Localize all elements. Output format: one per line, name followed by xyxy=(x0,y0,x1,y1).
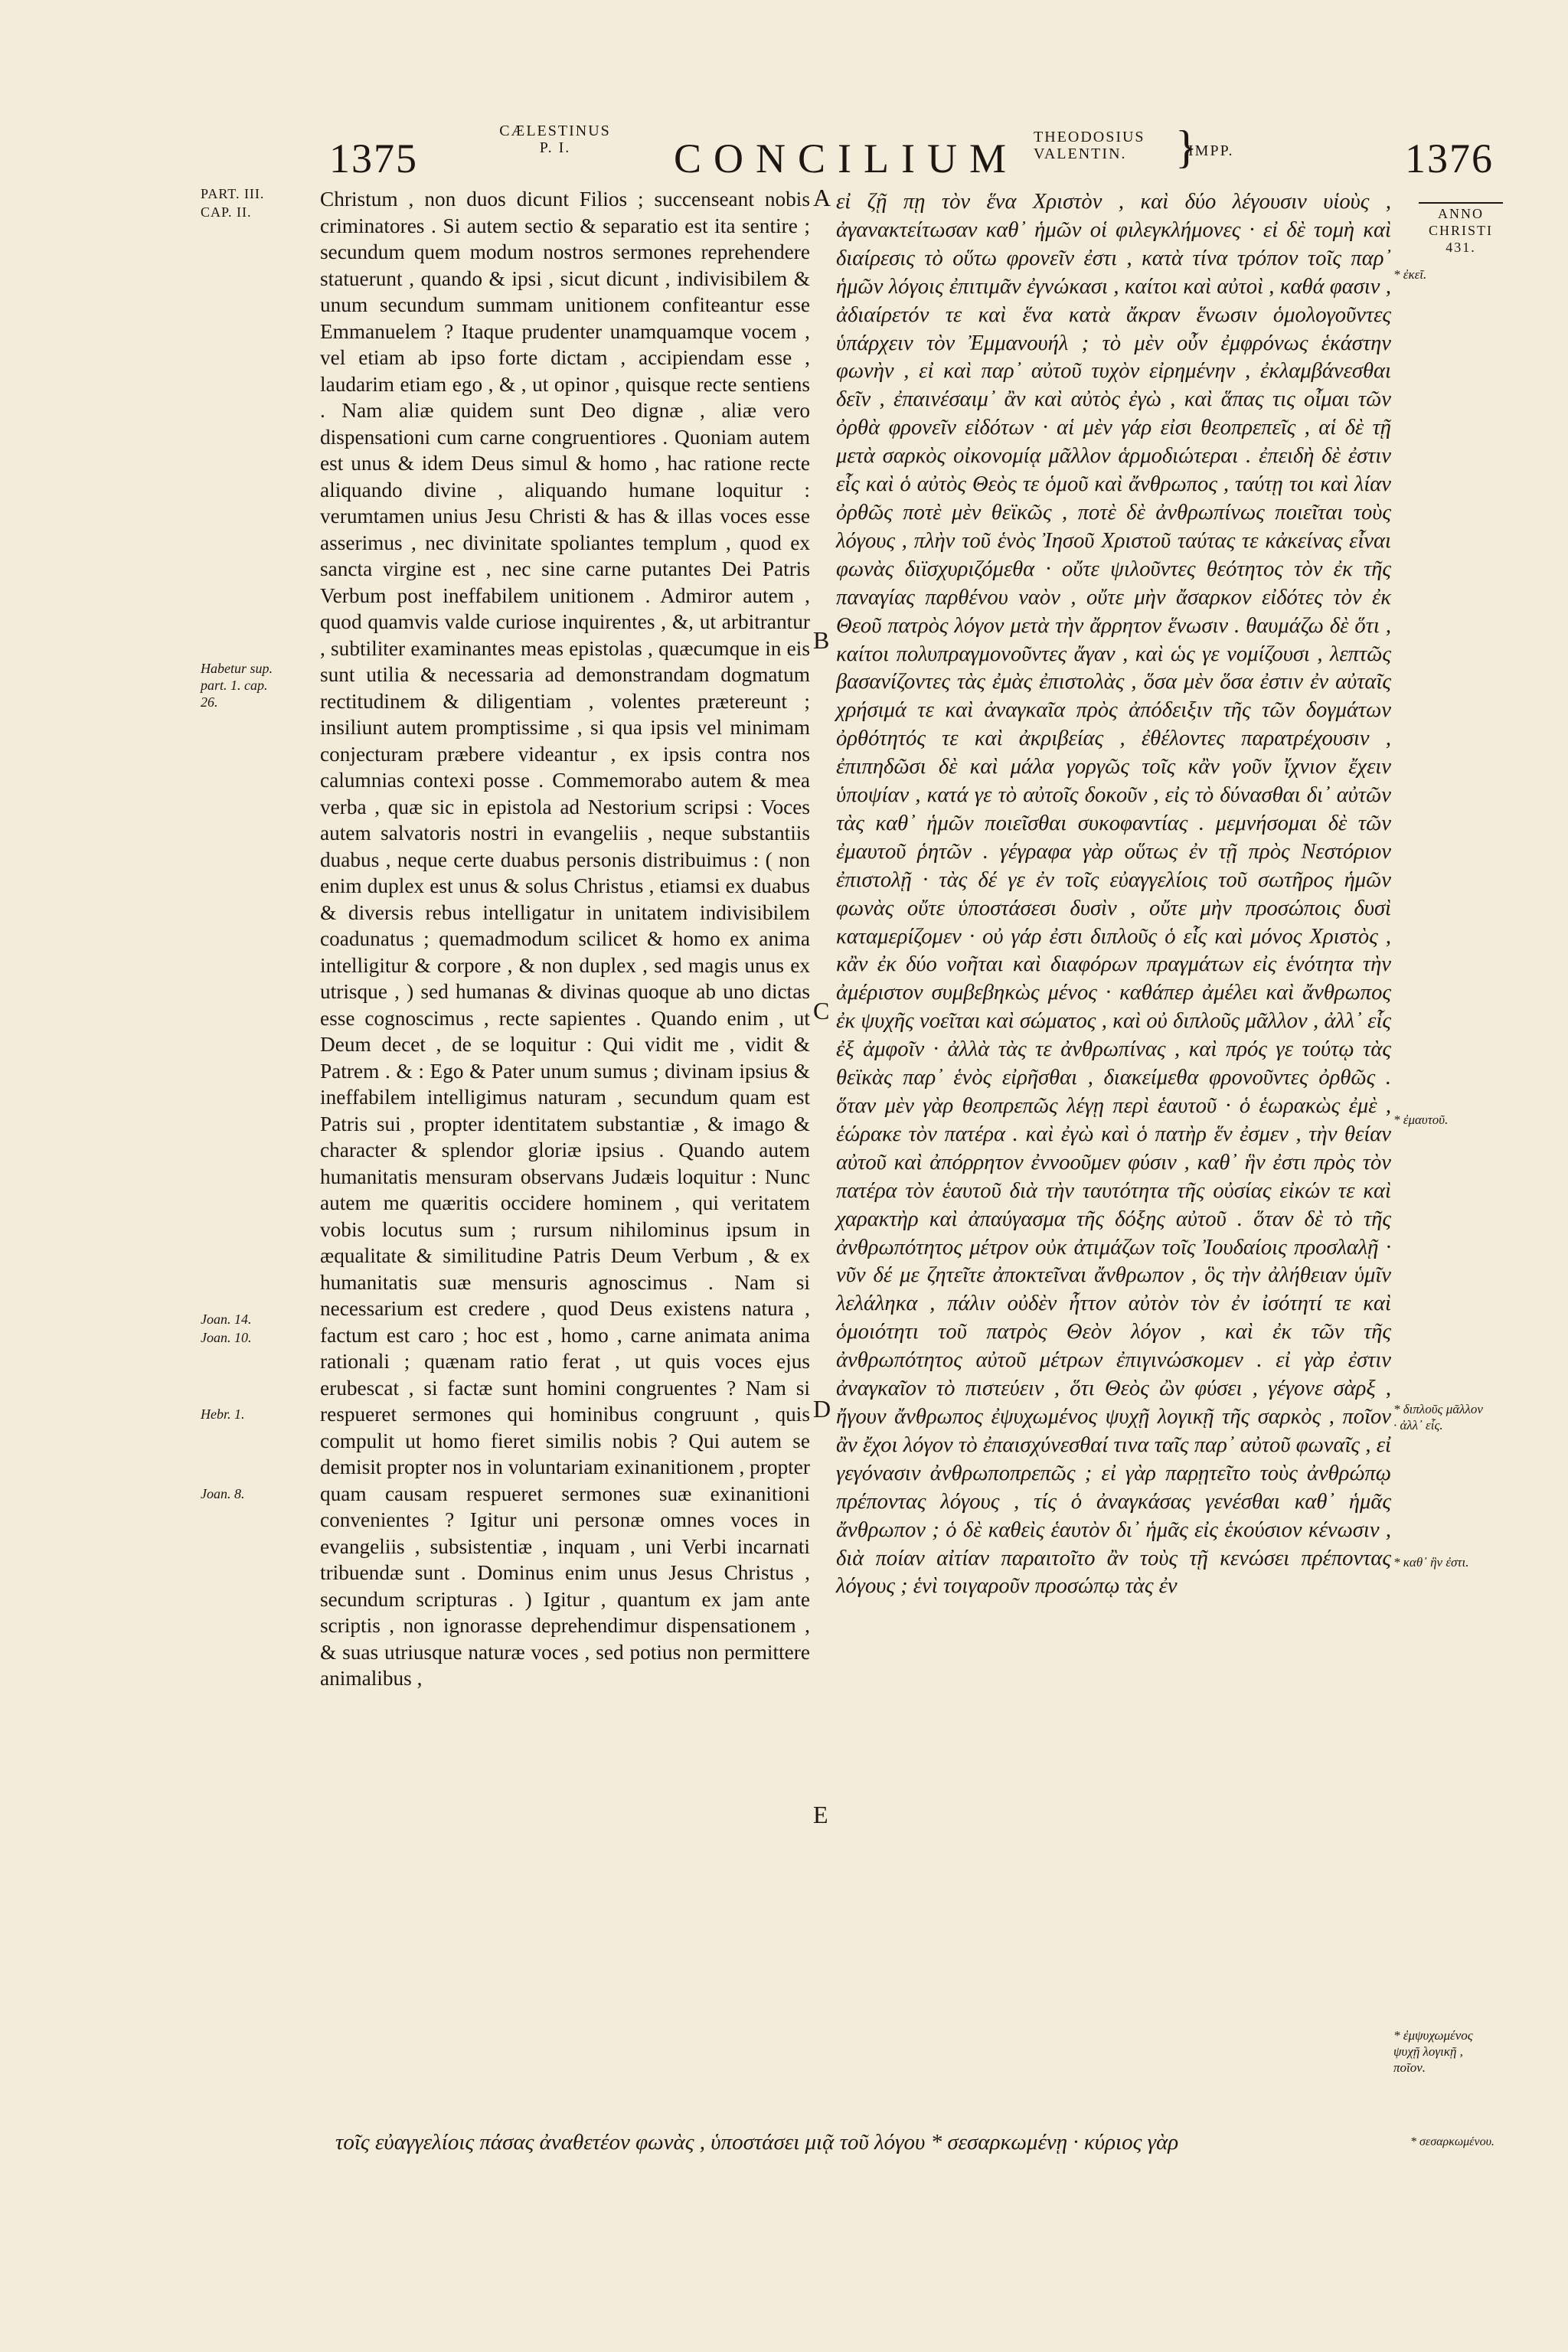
section-letter-e: E xyxy=(813,1801,828,1828)
margin-habetur-3: 26. xyxy=(201,694,218,710)
page-number-right: 1376 xyxy=(1405,136,1494,181)
margin-joan-8: Joan. 8. xyxy=(201,1486,245,1501)
margin-habetur-2: part. 1. cap. xyxy=(201,678,268,693)
anno-rule-top xyxy=(1419,202,1503,204)
margin-habetur-1: Habetur sup. xyxy=(201,661,273,676)
latin-paragraph: Christum , non duos dicunt Filios ; succenseant nobis criminatores . Si autem sectio & separatio est ita sentire ; secundum quem modum nostros sermones reprehendere statuerunt , quando & ipsi , sicut dicunt , indivisibilem & unum secundum summam unitionem confiteantur esse Emmanuelem ? Itaque prudenter unamquamque vocem , vel etiam ab ipso forte dictam , accipiendam esse , laudarim etiam ego , & , ut opinor , quisque recte sentiens . Nam aliæ quidem sunt Deo dignæ , aliæ vero dispensationi cum carne congruentiores . Quoniam autem est unus & idem Deus simul & homo , hac ratione recte aliquando divine , aliquando humane loquitur : verumtamen unius Jesu Christi & has & illas voces esse asserimus , nec divinitate spoliantes templum , quod ex sancta virgine est , nec sine carne putantes Dei Patris Verbum post ineffabilem unitionem . Admiror autem , quod quamvis valde curiose inquirentes , &, ut arbitrantur , subtiliter examinantes meas epistolas , quæcumque in eis sunt utilia & necessaria ad demonstrandam dogmatum rectitudinem & diligentiam , volentes prætereunt ; insiliunt autem promptissime , si qua ipsis vel minimam conjecturam præbere videantur , ex ipsis contra nos calumnias contexi posse . Commemorabo autem & mea verba , quæ sic in epistola ad Nestorium scripsi : Voces autem salvatoris nostri in evangeliis , neque substantiis duabus , neque certe duabus personis distribuimus : ( non enim duplex est unus & solus Christus , etiamsi ex duabus & diversis rebus intelligatur in unitatem indivisibilem coadunatus ; quemadmodum scilicet & homo ex anima intelligitur & corpore , & non duplex , sed magis unus ex utrisque , ) sed humanas & divinas quoque ab uno dictas esse cognoscimus , recte sapientes . Quando enim , ut Deum decet , de se loquitur : Qui vidit me , vidit & Patrem . & : Ego & Pater unum sumus ; divinam ipsius & ineffabilem intelligimus naturam , secundum quam est Patris sui , propter identitatem substantiæ , & imago & character & splendor gloriæ ipsius . Quando autem humanitatis mensuram observans Judæis loquitur : Nunc autem me quæritis occidere hominem , qui veritatem vobis locutus sum ; rursum nihilominus ipsum in æqualitate & similitudine Patris Deum Verbum , & ex humanitatis suæ mensuris agnoscimus . Nam si necessarium est credere , quod Deus existens natura , factum est caro ; hoc est , homo , carne animata anima rationali ; quænam ratio ferat , ut quis voces ejus erubescat , si factæ sunt homini congruentes ? Nam si respueret sermones qui hominibus congruunt , quis compulit ut homo fieret similis nobis ? Qui autem se demisit propter nos in voluntariam exinanitionem , propter quam causam respueret sermones suæ exinanitioni convenientes ? Igitur uni personæ omnes voces in evangeliis , subsistentiæ , inquam , uni Verbi incarnati tribuendæ sunt . Dominus enim unus Jesus Christus , secundum scripturas . ) Igitur , quantum ex jam ante scriptis , non ignorasse deprehendimur dispensationem , & suas utriusque naturæ voces , sed potius non permittere animalibus , xyxy=(320,188,810,1690)
latin-text-column xyxy=(320,186,810,1692)
greek-paragraph: εἰ ζῇ πῃ τὸν ἕνα Χριστὸν , καὶ δύο λέγουσιν υἱοὺς , ἀγανακτείτωσαν καθ᾽ ἡμῶν οἱ φιλεγκλήμονες · εἰ δὲ τομὴ καὶ διαίρεσις τὸ οὕτω φρονεῖν ἐστι , κατὰ τίνα τρόπον τοῖς παρ᾽ ἡμῶν λόγοις ἐπιτιμᾶν ἐγνώκασι , καίτοι καὶ αὐτοὶ , καθά φασιν , ἀδιαίρετόν τε καὶ ἕνα κατὰ ἄκραν ἕνωσιν ὁμολογοῦντες ὑπάρχειν τὸν Ἐμμανουήλ ; τὸ μὲν οὖν ἐμφρόνως ἑκάστην φωνὴν , εἰ καὶ παρ᾽ αὐτοῦ τυχὸν εἰρημένην , ἐκλαμβάνεσθαι δεῖν , ἐπαινέσαιμ᾽ ἂν καὶ αὐτὸς ἐγὼ , καὶ ἅπας τις οἶμαι τῶν ὀρθὰ φρονεῖν εἰδότων · αἱ μὲν γάρ εἰσι θεοπρεπεῖς , αἱ δὲ τῇ μετὰ σαρκὸς οἰκονομίᾳ μᾶλλον ἁρμοδιώτεραι . ἐπειδὴ δὲ ἐστιν εἷς καὶ ὁ αὐτὸς Θεὸς τε ὁμοῦ καὶ ἄνθρωπος , ταύτῃ τοι καὶ λίαν ὀρθῶς ποτὲ μὲν θεϊκῶς , ποτὲ δὲ ἀνθρωπίνως ποιεῖται τοὺς λόγους , πλὴν τοῦ ἑνὸς Ἰησοῦ Χριστοῦ ταύτας τε κἀκείνας εἶναι φωνὰς διϊσχυριζόμεθα · οὔτε ψιλοῦντες θεότητος τὸν ἐκ τῆς παναγίας παρθένου ναὸν , οὔτε μὴν ἄσαρκον εἰδότες τὸν ἐκ Θεοῦ πατρὸς λόγον μετὰ τὴν ἄρρητον ἕνωσιν . θαυμάζω δὲ ὅτι , καίτοι πολυπραγμονοῦντες ἄγαν , καὶ ὡς γε νομίζουσι , λεπτῶς βασανίζοντες τὰς ἐμὰς ἐπιστολὰς , ὅσα μὲν ὅσα ἐστιν ἐν αὐταῖς χρήσιμά τε καὶ ἀναγκαῖα πρὸς ἀπόδειξιν τῆς τῶν δογμάτων ὀρθότητός τε καὶ ἀκριβείας , ἐθέλοντες παρατρέχουσιν , ἐπιπηδῶσι δὲ καὶ μάλα γοργῶς τοῖς κἂν γοῦν ἴχνιον ἔχειν ὑποψίαν , κατά γε τὸ αὐτοῖς δοκοῦν , εἰς τὸ δύνασθαι δι᾽ αὐτῶν τὰς καθ᾽ ἡμῶν ποιεῖσθαι συκοφαντίας . μεμνήσομαι δὲ τῶν ἐμαυτοῦ ῥητῶν . γέγραφα γὰρ οὕτως ἐν τῇ πρὸς Νεστόριον ἐπιστολῇ · τὰς δέ γε ἐν τοῖς εὐαγγελίοις τοῦ σωτῆρος ἡμῶν φωνὰς οὔτε ὑποστάσεσι δυσὶν , οὔτε μὴν προσώποις δυσὶ καταμερίζομεν · οὐ γάρ ἐστι διπλοῦς ὁ εἷς καὶ μόνος Χριστὸς , κἂν ἐκ δύο νοῆται καὶ διαφόρων πραγμάτων εἰς ἑνότητα τὴν ἀμέριστον συμβεβηκὼς μένος · καθάπερ ἀμέλει καὶ ἄνθρωπος ἐκ ψυχῆς νοεῖται καὶ σώματος , καὶ οὐ διπλοῦς μᾶλλον , ἀλλ᾽ εἷς ἐξ ἀμφοῖν · ἀλλὰ τὰς τε ἀνθρωπίνας , καὶ πρός γε τούτῳ τὰς θεϊκὰς παρ᾽ ἑνὸς εἰρῆσθαι , διακείμεθα φρονοῦντες ὀρθῶς . ὅταν μὲν γὰρ θεοπρεπῶς λέγῃ περὶ ἑαυτοῦ · ὁ ἑωρακὼς ἐμὲ , ἑώρακε τὸν πατέρα . καὶ ἐγὼ καὶ ὁ πατὴρ ἕν ἐσμεν , τὴν θείαν αὐτοῦ καὶ ἀπόρρητον ἐννοοῦμεν φύσιν , καθ᾽ ἣν ἐστι πρὸς τὸν πατέρα τὸν ἑαυτοῦ διὰ τὴν ταυτότητα τῆς οὐσίας εἰκών τε καὶ χαρακτὴρ καὶ ἀπαύγασμα τῆς δόξης αὐτοῦ . ὅταν δὲ τὸ τῆς ἀνθρωπότητος μέτρον οὐκ ἀτιμάζων τοῖς Ἰουδαίοις προσλαλῇ · νῦν δέ με ζητεῖτε ἀποκτεῖναι ἄνθρωπον , ὃς τὴν ἀλήθειαν ὑμῖν λελάληκα , πάλιν οὐδὲν ἧττον αὐτὸν τὸν ἐν ἰσότητί τε καὶ ὁμοιότητι τοῦ πατρὸς Θεὸν λόγον , καὶ ἐκ τῶν τῆς ἀνθρωπότητος αὐτοῦ μέτρων ἐπιγινώσκομεν . εἰ γὰρ ἐστιν ἀναγκαῖον τὸ πιστεύειν , ὅτι Θεὸς ὢν φύσει , γέγονε σὰρξ , ἤγουν ἄνθρωπος ἐψυχωμένος ψυχῇ λογικῇ τῆς σαρκὸς , ποῖον ἂν ἔχοι λόγον τὸ ἐπαισχύνεσθαί τινα ταῖς παρ᾽ αὐτοῦ φωναῖς , εἰ γεγόνασιν ἀνθρωποπρεπῶς ; εἰ γὰρ παρῃτεῖτο τοὺς ἀνθρώπῳ πρέποντας λόγους , τίς ὁ ἀναγκάσας γενέσθαι καθ᾽ ἡμᾶς ἄνθρωπον ; ὁ δὲ καθεὶς ἑαυτὸν δι᾽ ἡμᾶς εἰς ἑκούσιον κένωσιν , διὰ ποίαν αἰτίαν παραιτοῖτο ἂν τοὺς τῇ κενώσει πρέποντας λόγους ; ἑνὶ τοιγαροῦν προσώπῳ τὰς ἐν xyxy=(836,190,1391,1599)
margin-note-3: * διπλοῦς μᾶλλον · ἀλλ᾽ εἷς. xyxy=(1393,1402,1483,1432)
margin-joan-10: Joan. 10. xyxy=(201,1330,252,1345)
greek-text-column xyxy=(836,188,1391,1601)
margin-note-2: * ἐμαυτοῦ. xyxy=(1393,1112,1449,1127)
header-impp: IMPP. xyxy=(1188,142,1234,159)
section-letter-c: C xyxy=(813,997,830,1024)
right-margin-notes xyxy=(1393,253,1554,2167)
page-title: CONCILIUM xyxy=(674,136,1018,181)
section-letter-a: A xyxy=(813,184,831,211)
page-header xyxy=(0,92,1568,181)
margin-joan-14: Joan. 14. xyxy=(201,1312,252,1327)
header-caelestinus: CÆLESTINUS P. I. xyxy=(499,122,611,156)
margin-note-4: * καθ᾽ ἣν ἐστι. xyxy=(1393,1555,1469,1570)
margin-note-6: * σεσαρκωμένου. xyxy=(1410,2135,1494,2148)
margin-hebr-1: Hebr. 1. xyxy=(201,1406,245,1422)
section-letter-b: B xyxy=(813,626,830,654)
greek-bottom-line: τοῖς εὐαγγελίοις πάσας ἀναθετέον φωνὰς , ὑποστάσει μιᾷ τοῦ λόγου * σεσαρκωμένῃ · κύριος γὰρ xyxy=(335,2130,1179,2154)
header-theodosius: THEODOSIUS VALENTIN. xyxy=(1034,129,1145,162)
section-letter-d: D xyxy=(813,1395,831,1423)
margin-note-5: * ἐμψυχωμένος ψυχῇ λογικῇ , ποῖον. xyxy=(1393,2028,1473,2075)
margin-part: PART. III. xyxy=(201,186,265,201)
left-margin-notes xyxy=(201,184,315,2098)
page-number-left: 1375 xyxy=(329,136,418,181)
margin-cap: CAP. II. xyxy=(201,204,252,220)
anno-christi-box: ANNO CHRISTI 431. xyxy=(1419,201,1503,256)
header-brace: } xyxy=(1175,122,1197,172)
margin-note-1: * ἐκεῖ. xyxy=(1393,267,1427,282)
